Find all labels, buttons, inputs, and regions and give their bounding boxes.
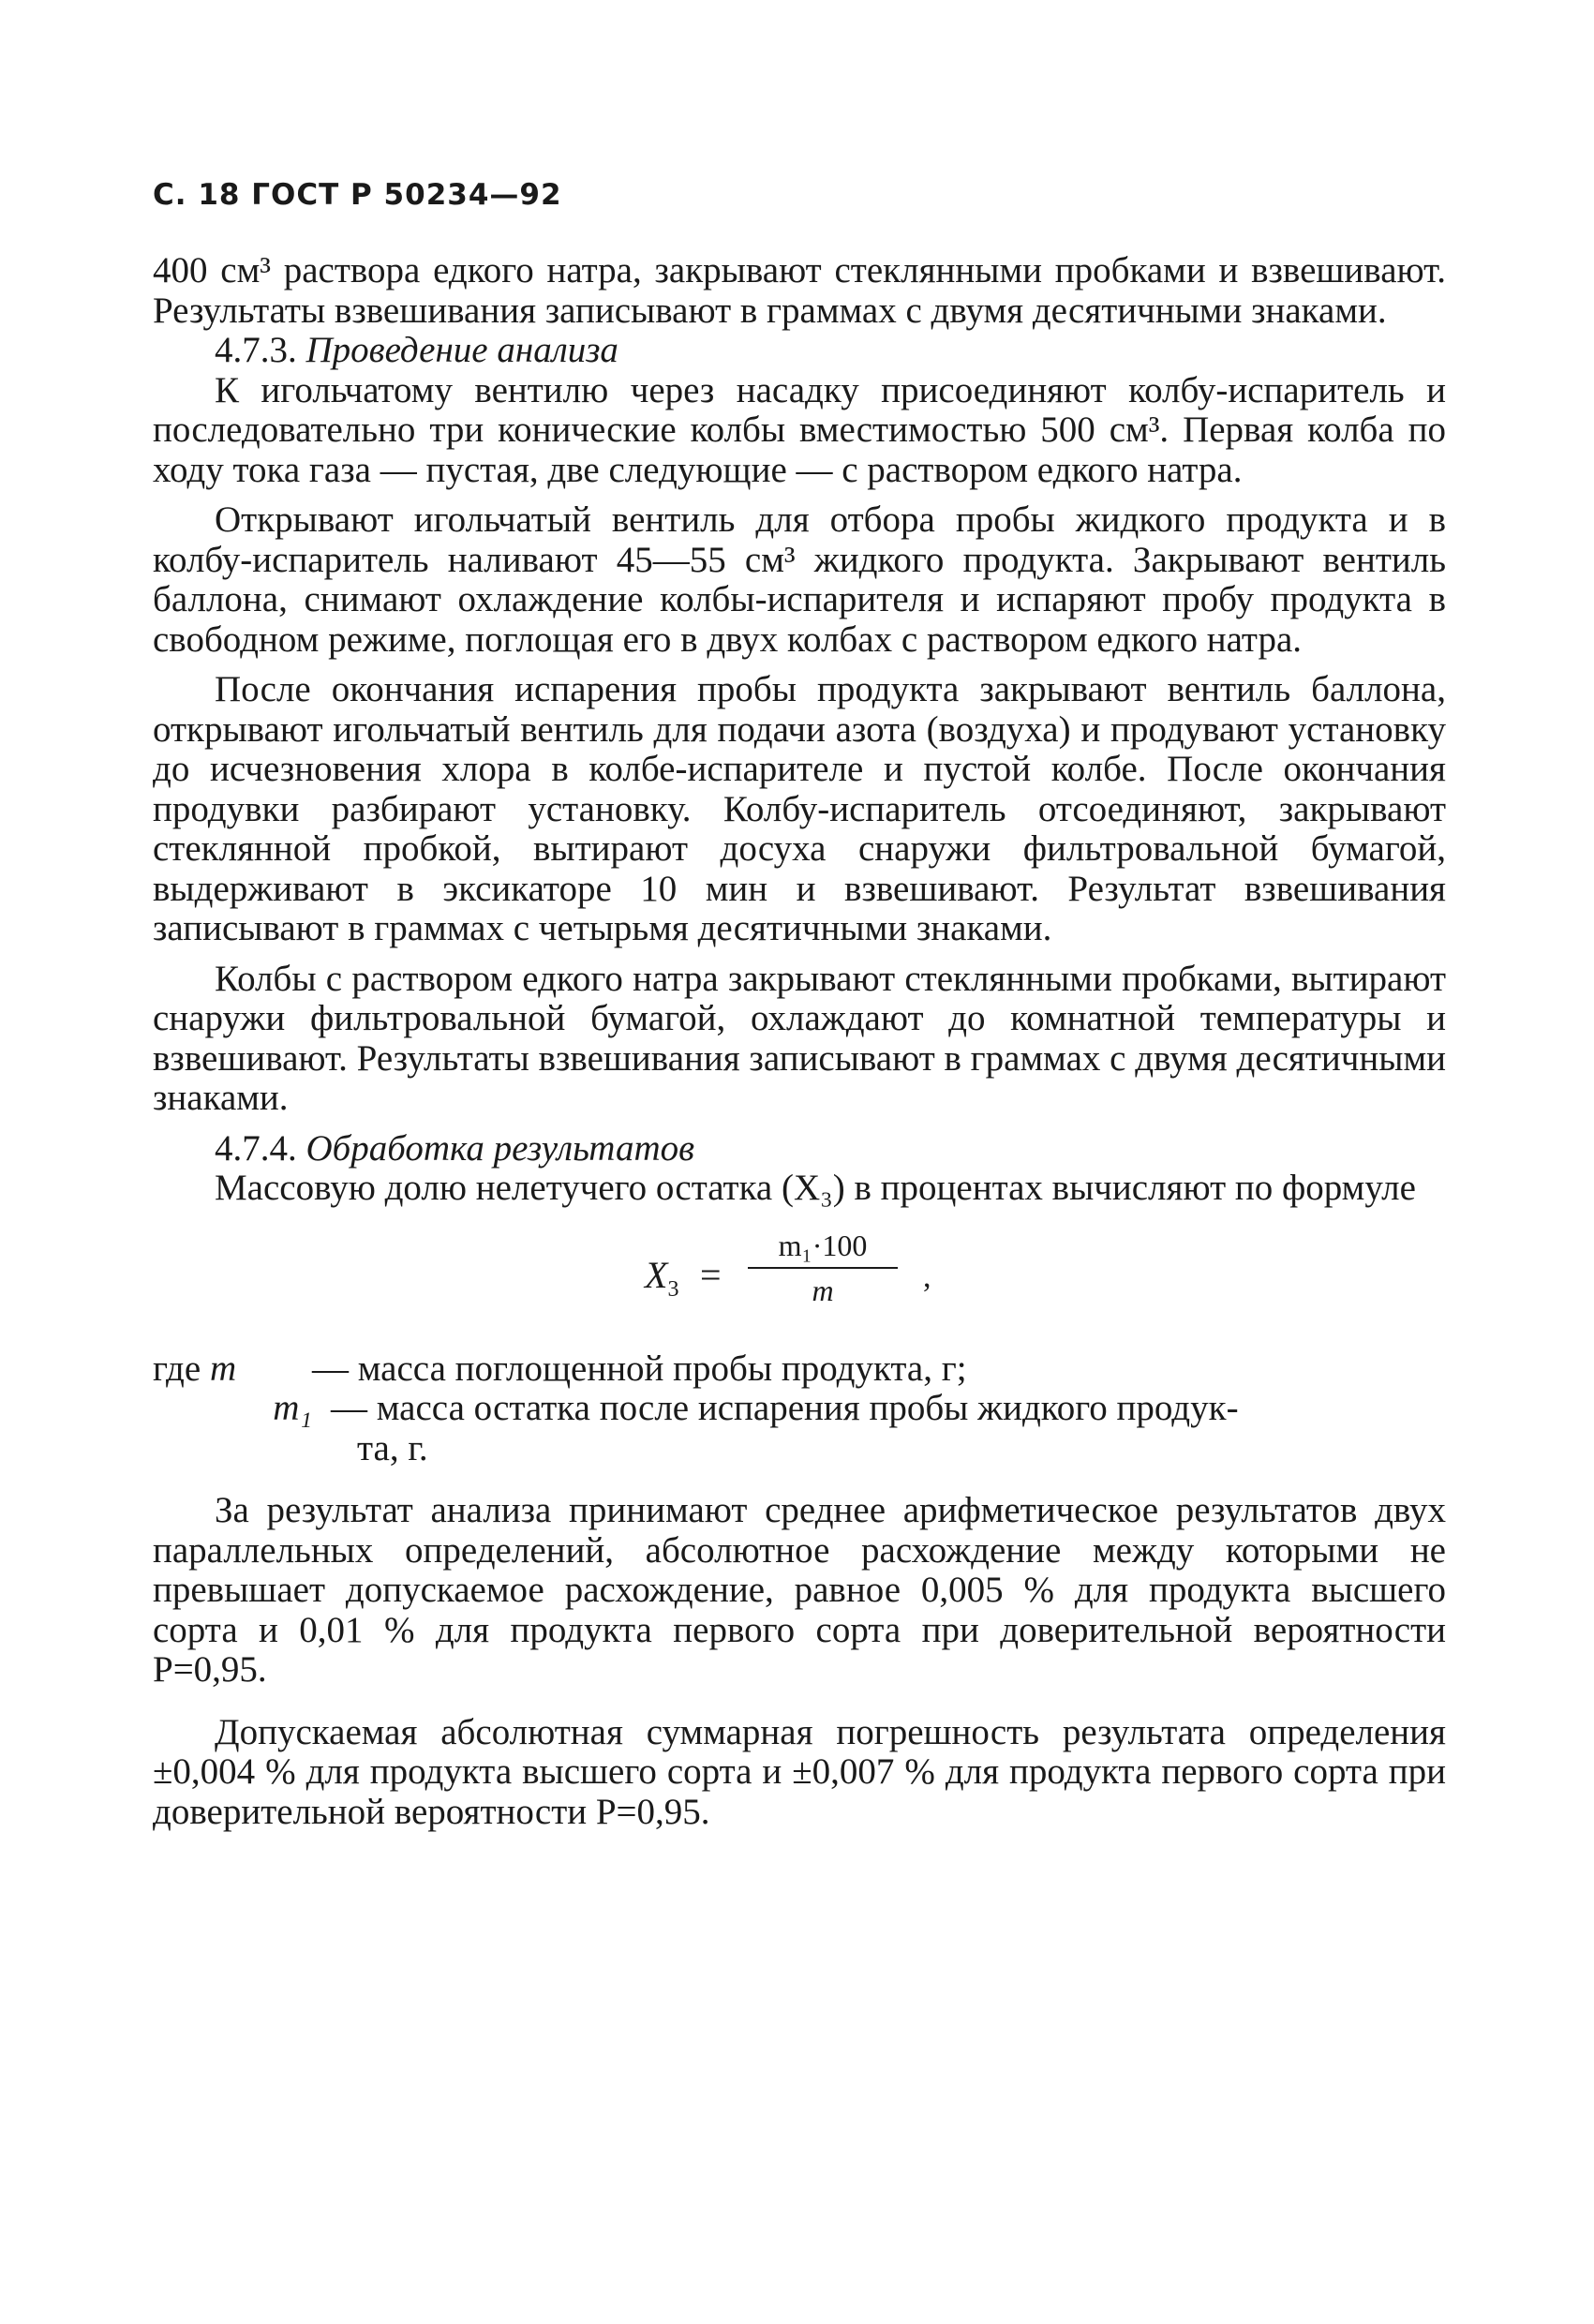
where-label: где (153, 1348, 201, 1389)
paragraph: После окончания испарения пробы продукта закрывают вентиль баллона, открывают игольчатый вентиль для подачи азота (воздуха) и продувают установку до исчезновения хлора в колбе-испарителе и пустой колбе. После окончания продувки разбирают установку. Колбу-испаритель отсоединяют, закрывают стеклянной пробкой, вытирают досуха снаружи фильтровальной бумагой, выдерживают в эксикаторе 10 мин и взвешивают. Результат взвешивания записывают в граммах с четырьмя десятичными знаками. (153, 669, 1446, 948)
section-title: Обработка результатов (305, 1127, 695, 1169)
section-number: 4.7.4. (215, 1127, 297, 1169)
paragraph: За результат анализа принимают среднее арифметическое результатов двух параллельных определений, абсолютное расхождение между которыми не превышает допускаемое расхождение, равное 0,005 % для продукта высшего сорта и 0,01 % для продукта первого сорта при доверительной вероятности P=0,95. (153, 1490, 1446, 1690)
symbol-m1: m₁ (273, 1388, 312, 1428)
section-title: Проведение анализа (305, 330, 618, 370)
definition-continuation: та, г. (357, 1427, 428, 1468)
fraction-bar (748, 1267, 898, 1269)
section-heading-4-7-4 (153, 1129, 1446, 1169)
definition-m1 (153, 1389, 1446, 1429)
definition-text: — масса остатка после испарения пробы жидкого продук- (331, 1388, 1239, 1428)
formula-lhs: $X_3$ (645, 1253, 679, 1302)
section-number: 4.7.3. (215, 330, 297, 370)
paragraph: Открывают игольчатый вентиль для отбора пробы жидкого продукта и в колбу-испаритель наливают 45—55 см³ жидкого продукта. Закрывают вентиль баллона, снимают охлаждение колбы-испарителя и испаряют пробу продукта в свободном режиме, поглощая его в двух колбах с раствором едкого натра. (153, 499, 1446, 660)
paragraph: Массовую долю нелетучего остатка (X₃) в процентах вычисляют по формуле (215, 1168, 1416, 1208)
paragraph: Колбы с раствором едкого натра закрывают стеклянными пробками, вытирают снаружи фильтровальной бумагой, охлаждают до комнатной температуры и взвешивают. Результаты взвешивания записывают в граммах с двумя десятичными знаками. (153, 958, 1447, 1118)
definition-text: — масса поглощенной пробы продукта, г; (312, 1348, 967, 1389)
formula-x3 (153, 1209, 1446, 1349)
variable-definitions (153, 1349, 1446, 1469)
formula-numerator: m₁·100 (778, 1228, 868, 1262)
paragraph: Допускаемая абсолютная суммарная погрешность результата определения ±0,004 % для продукта высшего сорта и ±0,007 % для продукта первого сорта при доверительной вероятности P=0,95. (153, 1711, 1446, 1832)
formula-comma: , (923, 1259, 931, 1294)
definition-m (153, 1349, 1446, 1390)
formula-fraction (748, 1226, 898, 1311)
page-header: С. 18 ГОСТ Р 50234—92 (153, 178, 562, 212)
formula-equals: = (700, 1253, 722, 1296)
paragraph: К игольчатому вентилю через насадку присоединяют колбу-испаритель и последовательно три конические колбы вместимостью 500 см³. Первая колба по ходу тока газа — пустая, две следующие — с раствором едкого натра. (153, 369, 1446, 490)
section-heading-4-7-3 (153, 331, 1446, 371)
document-body (153, 251, 1446, 1832)
symbol-m: m (209, 1348, 237, 1389)
paragraph-continuation: 400 см³ раствора едкого натра, закрывают стеклянными пробками и взвешивают. Результаты взвешивания записывают в граммах с двумя десятичными знаками. (153, 250, 1446, 331)
formula-denominator: m (812, 1274, 834, 1307)
